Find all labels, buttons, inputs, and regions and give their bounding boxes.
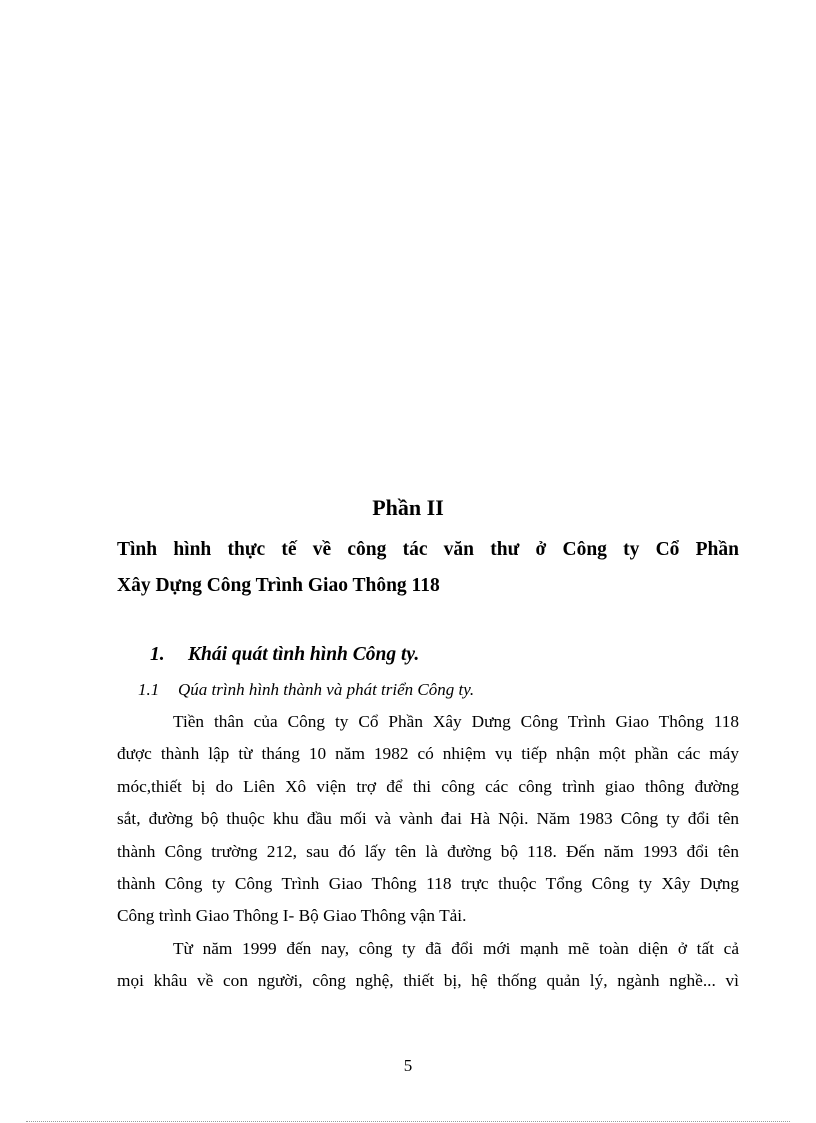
text-line: sắt, đường bộ thuộc khu đầu mối và vành đai Hà Nội. Năm 1983 Công ty đổi tên [117, 809, 739, 829]
section-heading [150, 640, 419, 670]
part-title: Phần II [372, 495, 444, 520]
body-text [117, 706, 739, 998]
section-number: 1. [150, 644, 165, 665]
subsection-number: 1.1 [138, 680, 160, 699]
page-number: 5 [403, 1056, 413, 1075]
text-line: thành Công ty Công Trình Giao Thông 118 trực thuộc Tổng Công ty Xây Dựng [117, 874, 739, 894]
text-line: mọi khâu về con người, công nghệ, thiết bị, hệ thống quản lý, ngành nghề... vì [117, 971, 739, 991]
text-line: thành Công trường 212, sau đó lấy tên là đường bộ 118. Đến năm 1993 đổi tên [117, 841, 739, 861]
document-title [117, 532, 739, 604]
section-title: Khái quát tình hình Công ty. [188, 644, 420, 665]
subsection-title: Qúa trình hình thành và phát triển Công ty. [178, 680, 475, 699]
text-line: Tiền thân của Công ty Cổ Phần Xây Dưng Công Trình Giao Thông 118 [173, 712, 739, 731]
document-title-line-1: Tình hình thực tế về công tác văn thư ở Công ty Cổ Phần [117, 539, 739, 560]
text-line: Từ năm 1999 đến nay, công ty đã đổi mới mạnh mẽ toàn diện ở tất cả [173, 938, 739, 958]
subsection-heading [138, 676, 474, 704]
document-title-line-2: Xây Dựng Công Trình Giao Thông 118 [117, 575, 440, 596]
page-bottom-divider [26, 1121, 790, 1122]
text-line: Công trình Giao Thông I- Bộ Giao Thông vận Tải. [117, 906, 467, 926]
paragraph-1 [117, 706, 739, 933]
text-line: được thành lập từ tháng 10 năm 1982 có nhiệm vụ tiếp nhận một phần các máy [117, 744, 739, 764]
paragraph-2 [117, 933, 739, 998]
text-line: móc,thiết bị do Liên Xô viện trợ để thi công các công trình giao thông đường [117, 776, 739, 796]
